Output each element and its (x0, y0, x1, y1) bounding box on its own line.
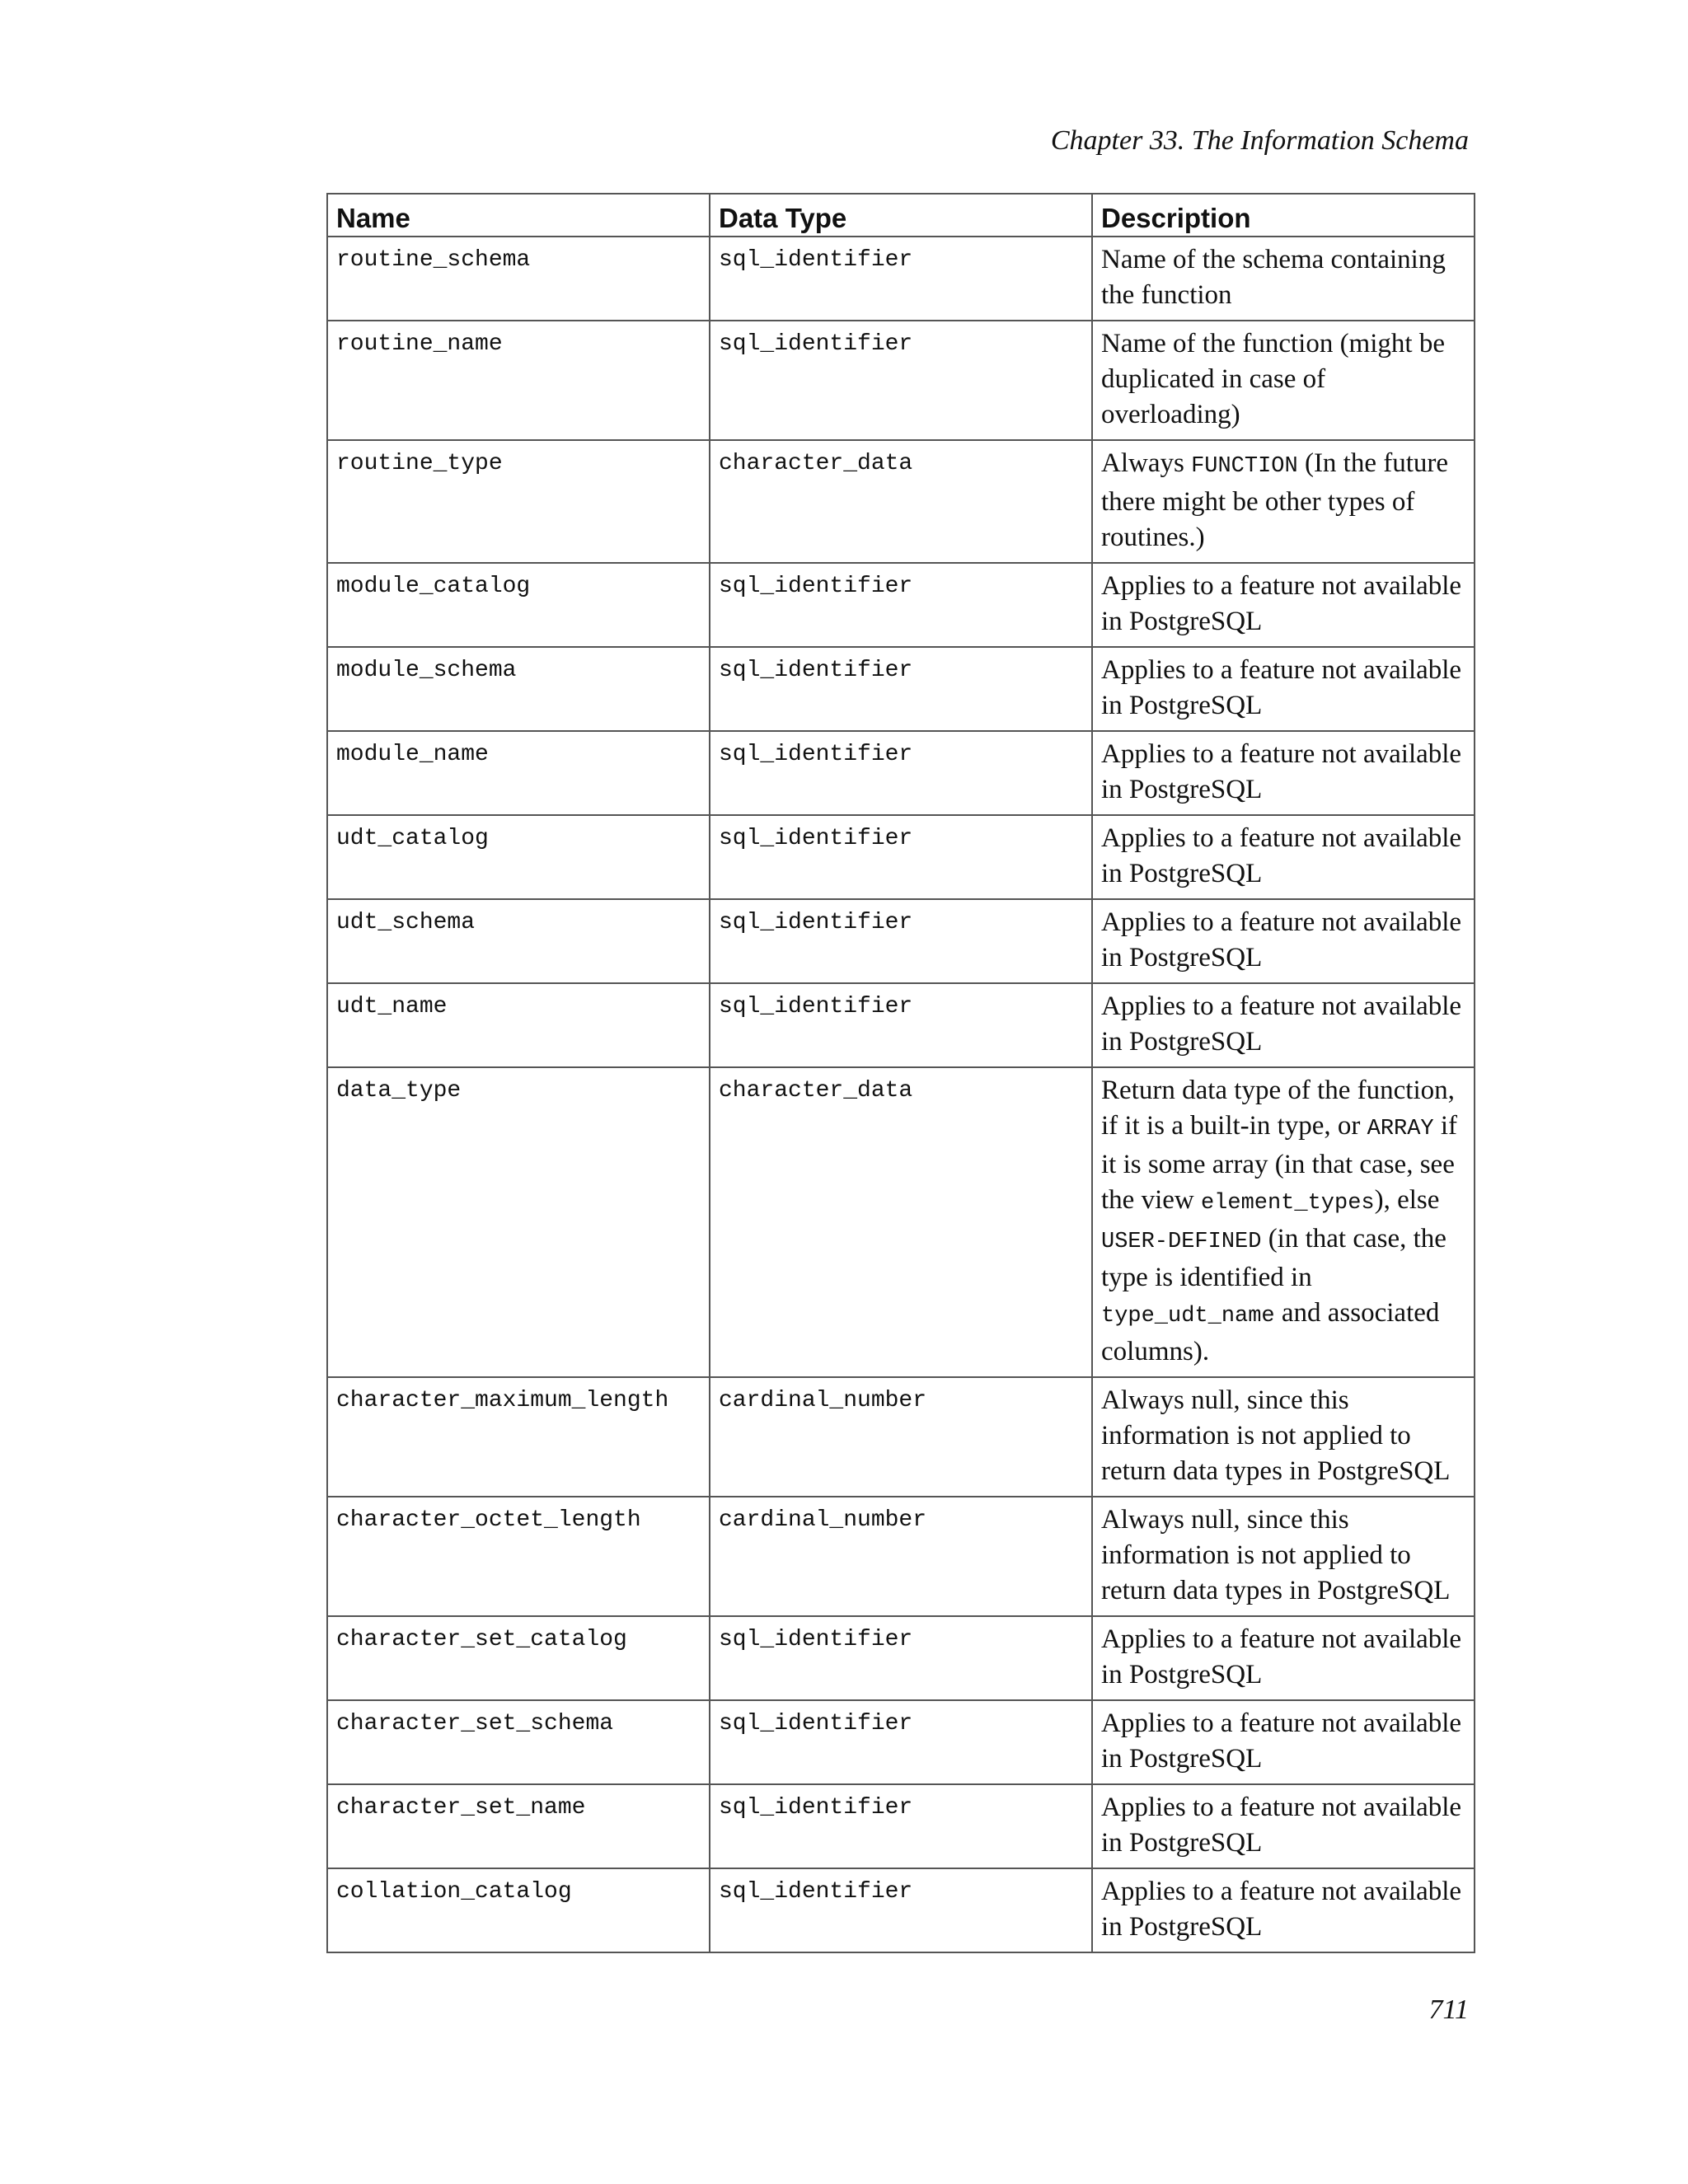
columns-table (326, 193, 1475, 1953)
description-cell: Applies to a feature not available in PostgreSQL (1092, 1784, 1475, 1868)
description-cell: Name of the function (might be duplicated in case of overloading) (1092, 321, 1475, 440)
description-cell: Applies to a feature not available in PostgreSQL (1092, 1700, 1475, 1784)
table-row (327, 440, 1475, 563)
running-header: Chapter 33. The Information Schema (1050, 125, 1469, 156)
table-row (327, 1067, 1475, 1377)
data-type-cell: cardinal_number (710, 1497, 1092, 1616)
inline-code: USER-DEFINED (1101, 1230, 1262, 1254)
column-name-cell: character_set_schema (327, 1700, 710, 1784)
description-cell: Applies to a feature not available in PostgreSQL (1092, 1868, 1475, 1952)
data-type-cell: sql_identifier (710, 563, 1092, 647)
header-description: Description (1092, 194, 1475, 237)
column-name-cell: module_catalog (327, 563, 710, 647)
description-cell: Applies to a feature not available in PostgreSQL (1092, 563, 1475, 647)
column-name-cell: module_schema (327, 647, 710, 731)
data-type-cell: sql_identifier (710, 1784, 1092, 1868)
description-cell: Always null, since this information is not applied to return data types in PostgreSQL (1092, 1497, 1475, 1616)
table-row (327, 899, 1475, 983)
column-name-cell: routine_schema (327, 237, 710, 321)
data-type-cell: sql_identifier (710, 1868, 1092, 1952)
data-type-cell: sql_identifier (710, 237, 1092, 321)
table-row (327, 1868, 1475, 1952)
description-text: if it is some array (in that case, see the view (1101, 1111, 1458, 1215)
description-cell: Always null, since this information is not applied to return data types in PostgreSQL (1092, 1377, 1475, 1497)
description-text: Always (1101, 448, 1192, 478)
data-type-cell: sql_identifier (710, 899, 1092, 983)
table-row (327, 647, 1475, 731)
data-type-cell: character_data (710, 1067, 1092, 1377)
column-name-cell: routine_name (327, 321, 710, 440)
description-text: and associated columns). (1101, 1298, 1440, 1366)
description-cell: Applies to a feature not available in PostgreSQL (1092, 647, 1475, 731)
description-text: Return data type of the function, if it is a built-in type, or (1101, 1076, 1455, 1141)
data-type-cell: sql_identifier (710, 815, 1092, 899)
page-number: 711 (1428, 1994, 1469, 2025)
table-row (327, 563, 1475, 647)
data-type-cell: sql_identifier (710, 1616, 1092, 1700)
table-row (327, 321, 1475, 440)
table-row (327, 1784, 1475, 1868)
column-name-cell: collation_catalog (327, 1868, 710, 1952)
data-type-cell: sql_identifier (710, 1700, 1092, 1784)
table-body (327, 237, 1475, 1952)
column-name-cell: udt_name (327, 983, 710, 1067)
table-row (327, 1700, 1475, 1784)
table-row (327, 1377, 1475, 1497)
column-name-cell: character_octet_length (327, 1497, 710, 1616)
table-row (327, 815, 1475, 899)
column-name-cell: data_type (327, 1067, 710, 1377)
column-name-cell: routine_type (327, 440, 710, 563)
data-type-cell: cardinal_number (710, 1377, 1092, 1497)
table-row (327, 237, 1475, 321)
table-header-row (327, 194, 1475, 237)
description-cell (1092, 440, 1475, 563)
column-name-cell: character_set_name (327, 1784, 710, 1868)
column-name-cell: character_set_catalog (327, 1616, 710, 1700)
data-type-cell: sql_identifier (710, 647, 1092, 731)
data-type-cell: sql_identifier (710, 321, 1092, 440)
header-data-type: Data Type (710, 194, 1092, 237)
description-cell: Applies to a feature not available in PostgreSQL (1092, 1616, 1475, 1700)
table-row (327, 731, 1475, 815)
column-name-cell: character_maximum_length (327, 1377, 710, 1497)
inline-code: element_types (1200, 1191, 1375, 1216)
inline-code: type_udt_name (1101, 1304, 1275, 1329)
description-cell: Applies to a feature not available in PostgreSQL (1092, 815, 1475, 899)
description-cell (1092, 1067, 1475, 1377)
inline-code: FUNCTION (1191, 454, 1298, 479)
description-text: ), else (1374, 1185, 1440, 1215)
inline-code: ARRAY (1367, 1117, 1434, 1141)
description-text: (in that case, the type is identified in (1101, 1224, 1447, 1292)
data-type-cell: sql_identifier (710, 983, 1092, 1067)
description-cell: Applies to a feature not available in PostgreSQL (1092, 899, 1475, 983)
table-row (327, 983, 1475, 1067)
data-type-cell: sql_identifier (710, 731, 1092, 815)
description-text: (In the future there might be other types of routines.) (1101, 448, 1449, 552)
description-cell: Name of the schema containing the function (1092, 237, 1475, 321)
column-name-cell: udt_schema (327, 899, 710, 983)
description-cell: Applies to a feature not available in PostgreSQL (1092, 983, 1475, 1067)
table-row (327, 1616, 1475, 1700)
header-name: Name (327, 194, 710, 237)
table-row (327, 1497, 1475, 1616)
data-type-cell: character_data (710, 440, 1092, 563)
description-cell: Applies to a feature not available in PostgreSQL (1092, 731, 1475, 815)
column-name-cell: module_name (327, 731, 710, 815)
column-name-cell: udt_catalog (327, 815, 710, 899)
